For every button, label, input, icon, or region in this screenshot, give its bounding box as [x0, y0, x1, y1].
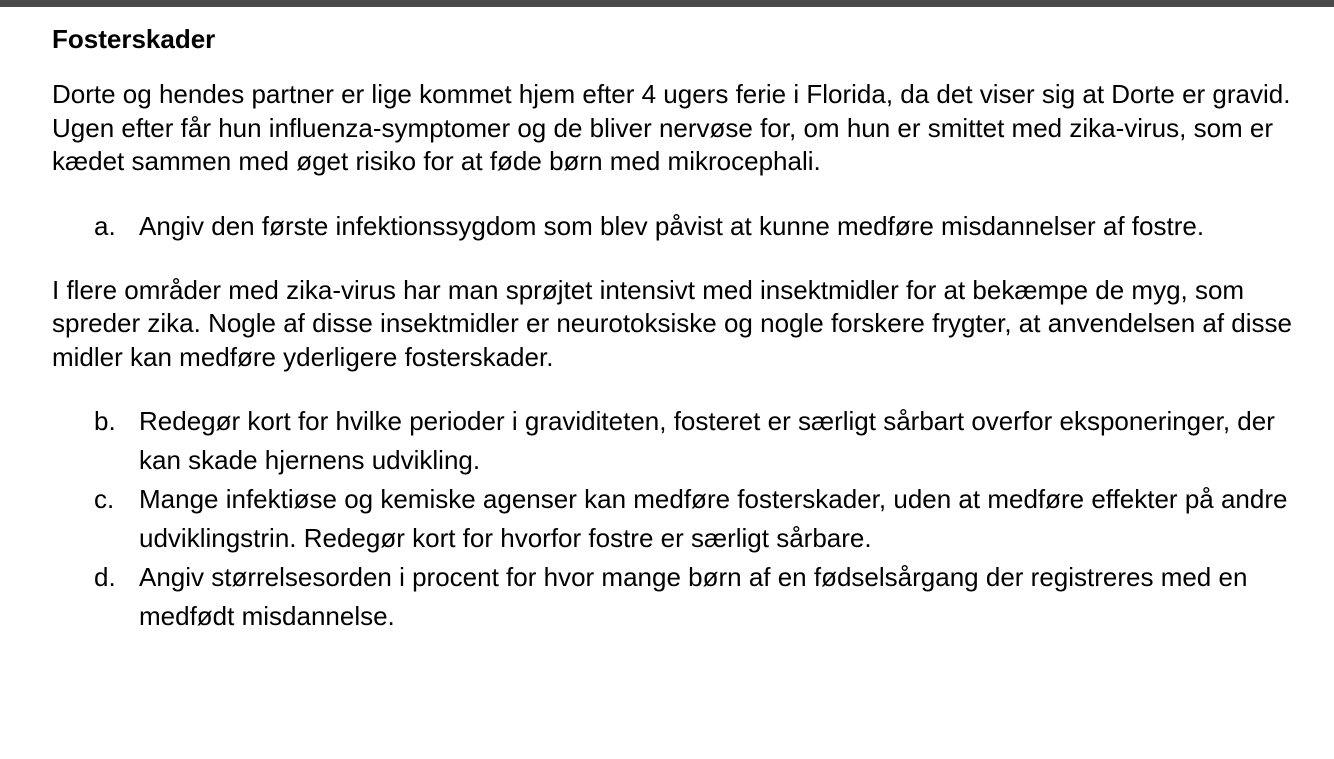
question-letter: c. [94, 484, 115, 514]
question-item [52, 558, 1302, 636]
question-text: Mange infektiøse og kemiske agenser kan medføre fosterskader, uden at medføre effekter på andre udviklingstrin. Redegør kort for hvorfor fostre er særligt sårbare. [139, 484, 1288, 553]
document-page [52, 22, 1302, 636]
question-item [52, 480, 1302, 558]
question-letter: b. [94, 406, 116, 436]
question-text: Angiv størrelsesorden i procent for hvor mange børn af en fødselsårgang der registreres med en medfødt misdannelse. [139, 562, 1248, 631]
question-text: Angiv den første infektionssygdom som blev påvist at kunne medføre misdannelser af fostre. [139, 210, 1205, 241]
question-letter: a. [94, 210, 116, 241]
second-paragraph: I flere områder med zika-virus har man sprøjtet intensivt med insektmidler for at bekæmpe de myg, som spreder zika. Nogle af disse insektmidler er neurotoksiske og nogle forskere frygter, at anvendelsen af disse midler kan medføre yderligere fosterskader. [52, 274, 1292, 372]
document-title: Fosterskader [52, 24, 216, 54]
question-list-bcd [52, 402, 1302, 636]
intro-paragraph: Dorte og hendes partner er lige kommet hjem efter 4 ugers ferie i Florida, da det viser sig at Dorte er gravid. Ugen efter får hun influenza-symptomer og de bliver nervøse for, om hun er smittet med zika-virus, som er kædet sammen med øget risiko for at føde børn med mikrocephali. [52, 79, 1291, 176]
question-text: Redegør kort for hvilke perioder i graviditeten, fosteret er særligt sårbart overfor eksponeringer, der kan skade hjernens udvikling. [139, 406, 1275, 475]
window-top-bar [0, 0, 1334, 7]
question-item [52, 402, 1302, 480]
question-list-a [52, 207, 1302, 246]
question-item [52, 207, 1302, 246]
question-letter: d. [94, 562, 116, 592]
